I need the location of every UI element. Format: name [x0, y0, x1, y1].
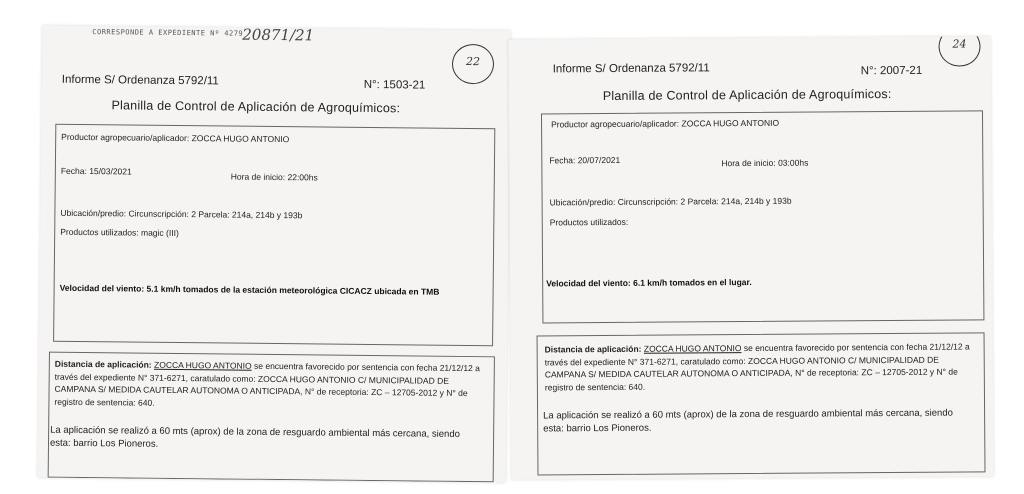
productos-field [60, 227, 179, 238]
productor-value: ZOCCA HUGO ANTONIO [681, 117, 780, 129]
informe-label: Informe S/ Ordenanza 5792/11 [552, 62, 710, 76]
informe-number: N°: 2007-21 [860, 64, 923, 78]
fecha-value: 15/03/2021 [89, 166, 132, 177]
fecha-value: 20/07/2021 [577, 154, 621, 166]
fecha-field [549, 155, 620, 165]
viento-value: 5.1 km/h tomados de la estación meteorológica CICACZ ubicada en TMB [146, 283, 440, 297]
productor-field [551, 118, 779, 130]
hora-label: Hora de inicio: [721, 157, 776, 169]
informe-label: Informe S/ Ordenanza 5792/11 [61, 73, 219, 88]
productos-value: magic (III) [140, 227, 179, 239]
page-number-circle: 24 [938, 36, 980, 66]
viento-label: Velocidad del viento: [59, 282, 145, 294]
hora-value: 22:00hs [287, 172, 318, 183]
planilla-title: Planilla de Control de Aplicación de Agroquímicos: [111, 98, 401, 116]
expediente-stamp: CORRESPONDE A EXPEDIENTE Nº 4279 [92, 28, 244, 38]
handwritten-number: 20871/21 [242, 25, 315, 45]
productor-label: Productor agropecuario/aplicador: [61, 131, 190, 144]
aplicacion-paragraph: La aplicación se realizó a 60 mts (aprox) de la zona de resguardo ambiental más cercana, siendo esta: barrio Los Pioneros. [543, 407, 953, 435]
ubicacion-label: Ubicación/predio: [60, 207, 127, 219]
ubicacion-value: Circunscripción: 2 Parcela: 214a, 214b y 193b [617, 195, 792, 207]
informe-number: N°: 1503-21 [363, 78, 426, 92]
hora-value: 03:00hs [778, 157, 809, 168]
distancia-paragraph [545, 340, 975, 393]
productos-field [550, 217, 629, 228]
distancia-label: Distancia de aplicación: [544, 343, 642, 355]
left-document-sheet [38, 26, 511, 483]
ubicacion-value: Circunscripción: 2 Parcela: 214a, 214b y 193b [128, 208, 303, 221]
distancia-name: ZOCCA HUGO ANTONIO [154, 359, 252, 371]
distancia-label: Distancia de aplicación: [54, 358, 152, 370]
aplicacion-paragraph: La aplicación se realizó a 60 mts (aprox) de la zona de resguardo ambiental más cercana, siendo esta: barrio Los Pioneros. [49, 424, 460, 450]
hora-field [721, 158, 808, 169]
distancia-text: se encuentra favorecido por sentencia con fecha 21/12/12 a través del expediente N° 371-6271, caratulado como: ZOCCA HUGO ANTONIO C/ MUNICIPALIDAD DE CAMPANA S/ MEDIDA CAUTELAR AUTONOMA O ANTICIPADA, N° de receptoria: ZC – 12705-2012 y N° de registro de sentencia: 640. [54, 360, 480, 408]
hora-field [231, 172, 318, 183]
fecha-label: Fecha: [60, 165, 87, 177]
productor-value: ZOCCA HUGO ANTONIO [191, 133, 290, 145]
productor-label: Productor agropecuario/aplicador: [551, 118, 680, 130]
ubicacion-label: Ubicación/predio: [549, 196, 616, 208]
fecha-label: Fecha: [549, 155, 576, 166]
viento-value: 6.1 km/h tomados en el lugar. [633, 276, 752, 288]
distancia-name: ZOCCA HUGO ANTONIO [643, 343, 742, 354]
productos-label: Productos utilizados: [60, 226, 139, 238]
planilla-title: Planilla de Control de Aplicación de Agroquímicos: [602, 87, 892, 104]
distancia-paragraph [54, 358, 485, 413]
right-document-sheet [508, 36, 993, 479]
viento-label: Velocidad del viento: [546, 277, 631, 289]
page-number-circle: 22 [452, 44, 494, 84]
hora-label: Hora de inicio: [230, 171, 286, 183]
distancia-text: se encuentra favorecido por sentencia con fecha 21/12/12 a través del expediente N° 371-6271, caratulado como: ZOCCA HUGO ANTONIO C/ MUNICIPALIDAD DE CAMPANA S/ MEDIDA CAUTELAR AUTONOMA O ANTICIPADA, N° de receptoria: ZC – 12705-2012 y N° de registro de sentencia: 640. [544, 341, 970, 392]
fecha-field [61, 166, 132, 177]
productos-label: Productos utilizados: [549, 216, 629, 228]
ubicacion-field [550, 196, 792, 208]
